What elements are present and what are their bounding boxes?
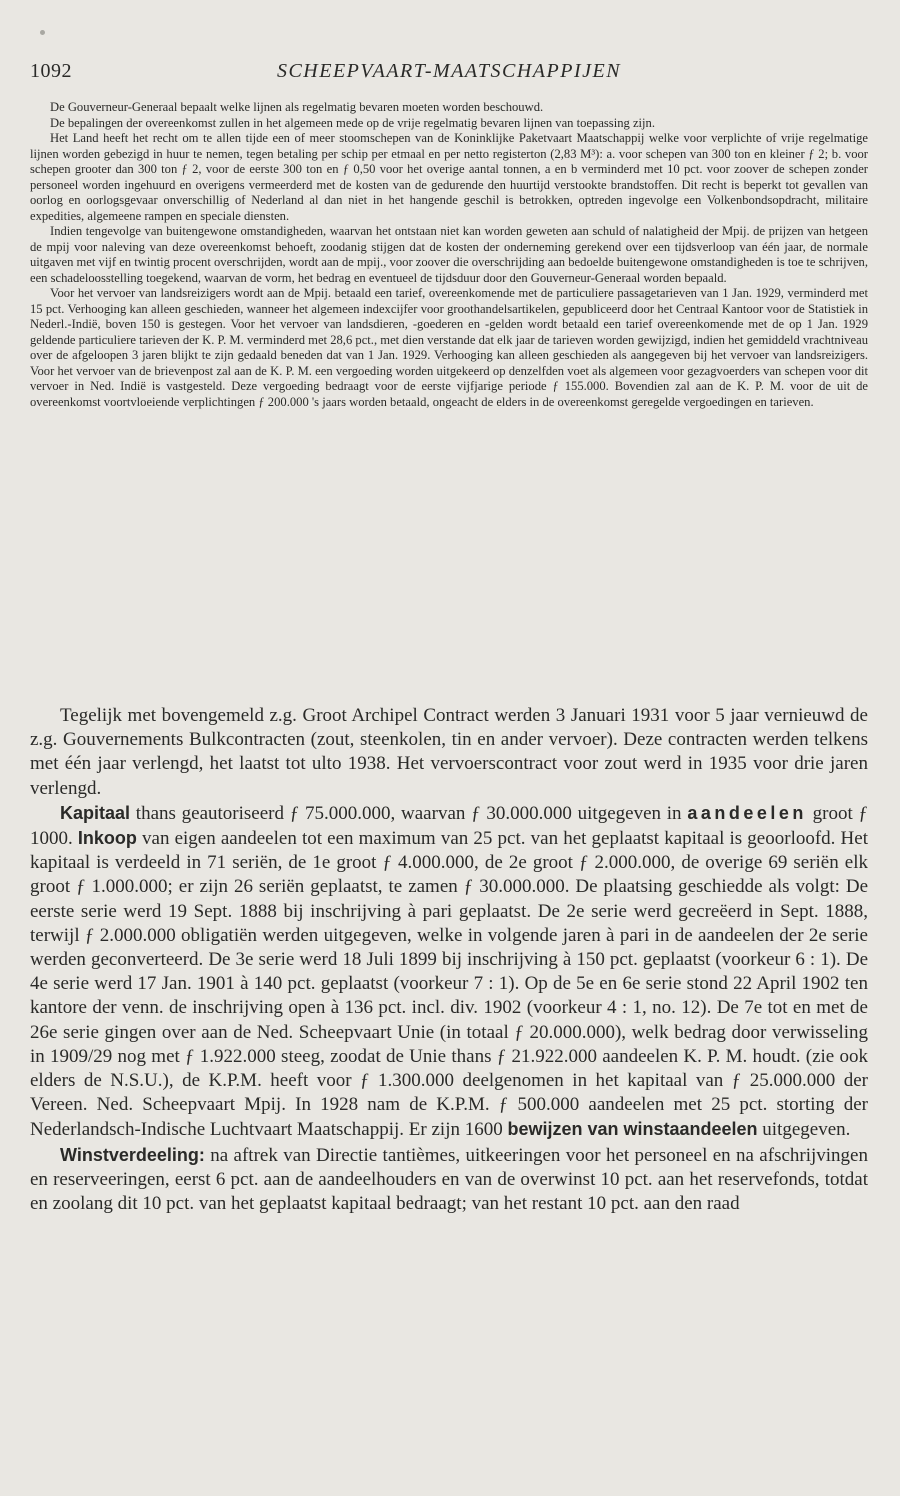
- contract-terms-section: [30, 100, 868, 410]
- paragraph-charter-right: Het Land heeft het recht om te allen tijde een of meer stoomschepen van de Koninklijke Paketvaart Maatschappij welke voor verplichte of vrije regelmatige lijnen worden gebezigd in huur te nemen, tegen betaling per schip per etmaal en per netto registerton (2,83 M³): a. voor schepen van 300 ton en kleiner ƒ 2; b. voor schepen grooter dan 300 ton ƒ 2, voor de eerste 300 ton en ƒ 0,50 voor het overige aantal tonnen, a en b verminderd met 10 pct. voor zoover de schepen zonder personeel worden ingehuurd en overigens vermeerderd met de kosten van de gedurende den huurtijd verstookte brandstoffen. Dit recht is beperkt tot gevallen van oorlog en oorlogsgevaar onverschillig of Nederland al dan niet in het hangende geschil is betrokken, optreden ingevolge een Volkenbondsopdracht, militaire expedities, algemeene rampen en speciale diensten.: [30, 131, 868, 223]
- heading-kapitaal: Kapitaal: [60, 802, 131, 823]
- document-page: [30, 0, 868, 1496]
- text-segment: na aftrek van Directie tantièmes, uitkeeringen voor het personeel en na afschrijvingen en reserveeringen, eerst 6 pct. aan de aandeelhouders en van de overwinst 10 pct. aan het reservefonds, totdat en zoolang dit 10 pct. van het geplaatst kapitaal bedraagt; van het restant 10 pct. aan den raad: [30, 1144, 868, 1215]
- text-segment: groot ƒ 1000.: [30, 802, 869, 850]
- paragraph-lines-definition: De Gouverneur-Generaal bepaalt welke lijnen als regelmatig bevaren moeten worden beschouwd.: [50, 100, 544, 114]
- heading-winstverdeeling: Winstverdeeling:: [60, 1144, 205, 1165]
- scan-mark: [40, 30, 45, 35]
- text-segment: van eigen aandeelen tot een maximum van 25 pct. van het geplaatst kapitaal is geoorloofd. Het kapitaal is verdeeld in 71 seriën, de 1e groot ƒ 4.000.000, de 2e groot ƒ 2.000.000, de overige 69 seriën elk groot ƒ 1.000.000; er zijn 26 seriën geplaatst, te zamen ƒ 30.000.000. De plaatsing geschiedde als volgt: De eerste serie werd 19 Sept. 1888 bij inschrijving à pari geplaatst. De 2e serie werd gecreëerd in Sept. 1888, terwijl ƒ 2.000.000 obligatiën werden uitgegeven, welke in volgende jaren à pari in de aandeelen der 2e serie werden geconverteerd. De 3e serie werd 18 Juli 1899 bij inschrijving à 150 pct. geplaatst (voorkeur 6 : 1). De 4e serie werd 17 Jan. 1901 à 140 pct. geplaatst (voorkeur 7 : 1). Op de 5e en 6e serie stond 22 April 1902 ten kantore der venn. de inschrijving open à 136 pct. incl. div. 1902 (voorkeur 4 : 1, no. 12). De 7e tot en met de 26e serie gingen over aan de Ned. Scheepvaart Unie (in totaal ƒ 20.000.000), welk bedrag door verwisseling in 1909/29 nog met ƒ 1.922.000 steeg, zoodat de Unie thans ƒ 21.922.000 aandeelen K. P. M. houdt. (zie ook elders de N.S.U.), de K.P.M. heeft voor ƒ 1.300.000 deelgenomen in het kapitaal van ƒ 25.000.000 der Vereen. Ned. Scheepvaart Mpij. In 1928 nam de K.P.M. ƒ 500.000 aandeelen met 25 pct. storting der Nederlandsch-Indische Luchtvaart Maatschappij. Er zijn 1600: [30, 828, 868, 1141]
- emphasis-winstbewijzen: bewijzen van winstaandeelen: [507, 1119, 758, 1140]
- page-header: [30, 60, 868, 90]
- paragraph-free-lines: De bepalingen der overeenkomst zullen in het algemeen mede op de vrije regelmatig bevaren lijnen van toepassing zijn.: [50, 115, 655, 130]
- page-number: 1092: [30, 60, 72, 82]
- text-segment: thans geautoriseerd ƒ 75.000.000, waarvan ƒ 30.000.000 uitgegeven in: [130, 802, 688, 824]
- text-segment: uitgegeven.: [757, 1119, 851, 1141]
- emphasis-aandeelen: aandeelen: [687, 802, 807, 823]
- paragraph-kapitaal: [30, 801, 868, 1143]
- heading-inkoop: Inkoop: [77, 828, 137, 849]
- paragraph-compensation: Indien tengevolge van buitengewone omstandigheden, waarvan het ontstaan niet kan worden geweten aan schuld of nalatigheid der Mpij. de prijzen van hetgeen de mpij voor naleving van deze overeenkomst behoeft, zoodanig stijgen dat de kosten der onderneming gerekend over een tijdsverloop van één jaar, de normale uitgaven met vijf en twintig procent overschrijden, wordt aan de mpij., voor zoover die overschrijding aan bedoelde buitengewone omstandigheden is toe te schrijven, een schadeloosstelling toegekend, waarvan de vorm, het bedrag en eventueel de tijdsduur door den Gouverneur-Generaal worden bepaald.: [30, 224, 868, 285]
- company-details-section: [30, 704, 868, 1216]
- paragraph-winstverdeeling: [30, 1143, 868, 1217]
- paragraph-tariffs: Voor het vervoer van landsreizigers wordt aan de Mpij. betaald een tarief, overeenkomende met de particuliere passagetarieven van 1 Jan. 1929, verminderd met 15 pct. Verhooging kan alleen geschieden, wanneer het algemeen indexcijfer voor groothandelsartikelen, gepubliceerd door het Centraal Kantoor voor de Statistiek in Nederl.-Indië, boven 150 is gestegen. Voor het vervoer van landsdieren, -goederen en -gelden wordt betaald een tarief overeenkomende met de op 1 Jan. 1929 geldende particuliere tarieven der K. P. M. verminderd met 28,6 pct., met dien verstande dat elk jaar de tarieven worden gewijzigd, indien het gemiddeld vrachtniveau over de afgeloopen 3 jaren blijkt te zijn gedaald beneden dat van 1 Jan. 1929. Verhooging kan alleen geschieden als aangegeven bij het vervoer van landsreizigers. Voor het vervoer van de brievenpost zal aan de K. P. M. een vergoeding worden uitgekeerd op denzelfden voet als algemeen voor gezagvoerders van schepen voor dit vervoer in Ned. Indië is vastgesteld. Deze vergoeding bedraagt voor de eerste vijfjarige periode ƒ 155.000. Bovendien zal aan de K. P. M. voor de uit de overeenkomst voortvloeiende verplichtingen ƒ 200.000 's jaars worden betaald, ongeacht de elders in de overeenkomst geregelde vergoedingen en tarieven.: [30, 286, 868, 409]
- running-title: SCHEEPVAART-MAATSCHAPPIJEN: [276, 60, 622, 82]
- paragraph-bulk-contracts: Tegelijk met bovengemeld z.g. Groot Archipel Contract werden 3 Januari 1931 voor 5 jaar vernieuwd de z.g. Gouvernements Bulkcontracten (zout, steenkolen, tin en ander vervoer). Deze contracten werden telkens met één jaar verlengd, het laatst tot ulto 1938. Het vervoerscontract voor zout werd in 1935 voor drie jaren verlengd.: [30, 705, 868, 799]
